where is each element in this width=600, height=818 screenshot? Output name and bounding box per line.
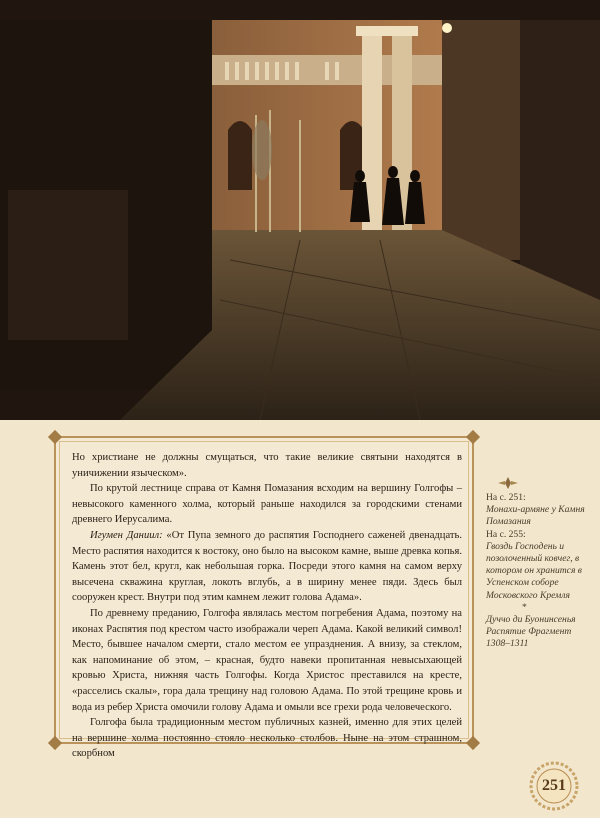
caption-ref: На с. 251: bbox=[486, 492, 526, 503]
frame-corner-ornament bbox=[466, 736, 480, 750]
quote-author: Игумен Даниил: bbox=[90, 529, 163, 541]
paragraph: По крутой лестнице справа от Камня Помазания всходим на вершину Голгофы – невысокого каменного холма, который раньше находился за городскими стенами древнего Иерусалима. bbox=[72, 483, 462, 526]
paragraph: Голгофа была традиционным местом публичных казней, именно для этих целей на вершине холма постоянно стояло несколько столбов. Ныне на этом страшном, скорбном bbox=[72, 717, 462, 760]
quote-text: «От Пупа земного до распятия Господнего саженей двенадцать. Место распятия находится к востоку, оно было на высоком камне, выше древка копья. Камень этот бел, кругл, как небольшая горка. Посреди этого камня на самом верху высечена скважина круглая, локоть вглубь, а в ширину менее пяди. Здесь был сооружен крест. Внутри под этим камнем лежит голова Адама». bbox=[72, 529, 463, 604]
caption-ref: На с. 255: bbox=[486, 528, 526, 540]
paragraph: По древнему преданию, Голгофа являлась местом погребения Адама, поэтому на иконах Распятия под крестом часто изображали череп Адама. Какой великий символ! Место, бывшее началом смерти, стало местом ее упразднения. А внизу, за стеклом, как напоминание об этом, – красная, будто навеки пропитанная невысыхающей кровью Христа, нижняя часть Голгофы. Когда Христос преставился на кресте, «расселись скалы», гора дала трещину над головою Адама. По этой трещине кровь и вода из ребер Христа омочили голову Адама и омыли все грехи рода человеческого. bbox=[72, 607, 462, 713]
text-frame bbox=[54, 436, 474, 760]
frame-corner-ornament bbox=[48, 736, 62, 750]
caption bbox=[486, 492, 586, 651]
page-number: 251 bbox=[542, 777, 566, 794]
caption-text: Дуччо ди Буонинсенья Распятие Фрагмент 1308–1311 bbox=[486, 614, 576, 650]
frame-corner-ornament bbox=[466, 430, 480, 444]
body-text bbox=[72, 450, 462, 762]
caption-text: Гвоздь Господень и позолоченный ковчег, в котором он хранится в Успенском соборе Московского Кремля bbox=[486, 540, 582, 601]
paragraph-quote bbox=[72, 528, 462, 606]
page-number-badge bbox=[528, 760, 580, 812]
ornament-icon bbox=[496, 476, 520, 490]
caption-separator: * bbox=[522, 601, 527, 613]
paragraph: Но христиане не должны смущаться, что такие великие святыни находятся в уничижении языческом». bbox=[72, 452, 462, 479]
caption-text: Монахи-армяне у Камня Помазания bbox=[486, 504, 585, 528]
frame-corner-ornament bbox=[48, 430, 62, 444]
